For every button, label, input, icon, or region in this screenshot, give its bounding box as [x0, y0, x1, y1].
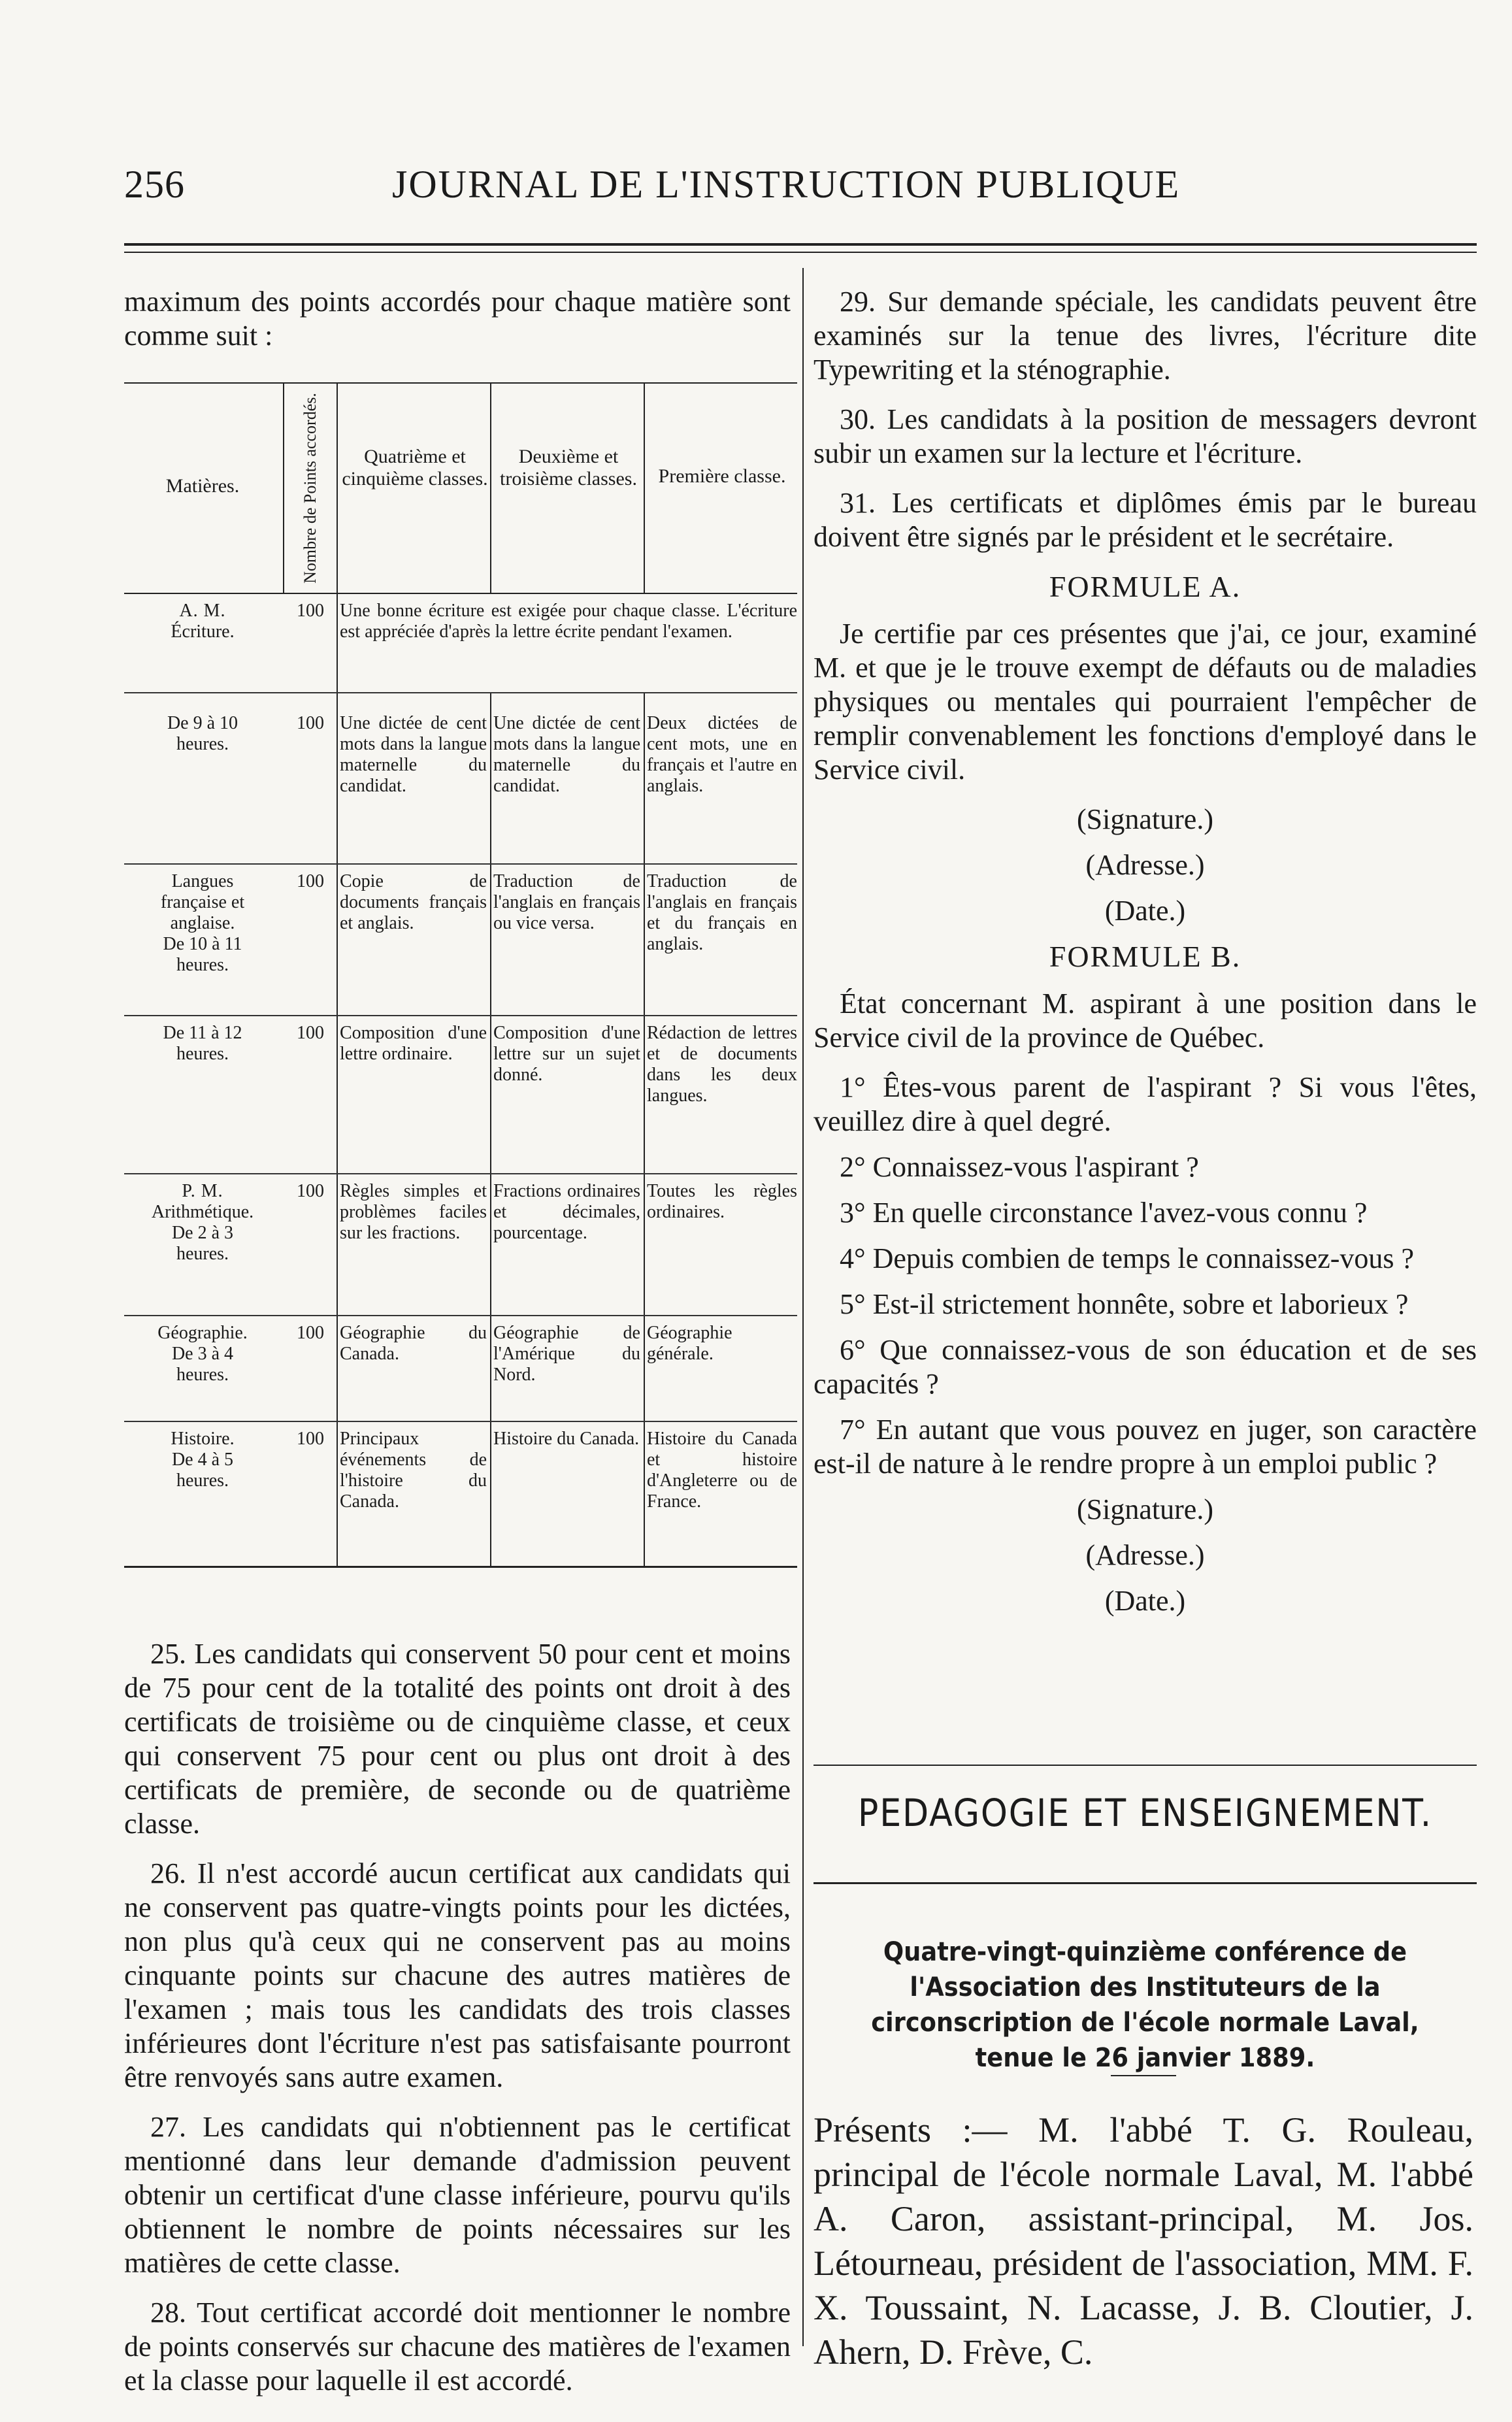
header-rule-bottom [124, 252, 1477, 253]
formule-b-etat: État concernant M. aspirant à une position dans le Service civil de la province de Québec. [814, 987, 1477, 1053]
row-points: 100 [297, 871, 324, 891]
formule-a-signature: (Signature.) [1077, 803, 1213, 835]
row-points: 100 [297, 713, 324, 733]
presents-paragraph: Présents :— M. l'abbé T. G. Rouleau, principal de l'école normale Laval, M. l'abbé A. Caron, assistant-principal, M. Jos. Létourneau, président de l'association, MM. F. X. Toussaint, N. Lacasse, J. B. Cloutier, J. Ahern, D. Frève, C. [814, 2110, 1473, 2372]
paragraph-28: 28. Tout certificat accordé doit mentionner le nombre de points conservés sur chacune des matières de l'examen et la classe pour laquelle il est accordé. [124, 2297, 791, 2397]
conference-rule [1111, 2075, 1176, 2076]
row-subject: De 9 à 10 heures. [167, 713, 238, 754]
row-points: 100 [297, 1429, 324, 1449]
header-premiere: Première classe. [658, 465, 786, 487]
conference-title: Quatre-vingt-quinzième conférence de l'Association des Instituteurs de la circonscription de l'école normale Laval, tenue le 26 janvier 1889. [871, 1937, 1419, 2073]
question-1: 1° Êtes-vous parent de l'aspirant ? Si vous l'êtes, veuillez dire à quel degré. [814, 1071, 1477, 1137]
row-premiere: Histoire du Canada et histoire d'Angleterre ou de France. [647, 1429, 797, 1512]
header-rule-top [124, 243, 1477, 246]
row-quatrieme: Règles simples et problèmes faciles sur les fractions. [340, 1181, 487, 1243]
row-subject: Histoire. De 4 à 5 heures. [171, 1429, 235, 1491]
row-subject: Géographie. De 3 à 4 heures. [157, 1323, 248, 1385]
header-matieres: Matières. [165, 475, 240, 497]
formule-a-date: (Date.) [1104, 895, 1186, 927]
section-heading: PEDAGOGIE ET ENSEIGNEMENT. [857, 1791, 1433, 1835]
formule-b-adresse: (Adresse.) [1085, 1539, 1205, 1571]
row-premiere: Toutes les règles ordinaires. [647, 1181, 797, 1222]
table-row [124, 693, 797, 865]
table-intro: maximum des points accordés pour chaque matière sont comme suit : [124, 286, 791, 352]
table-row [124, 865, 797, 1016]
left-paragraphs [124, 1637, 791, 2414]
header-quatrieme: Quatrième et cinquième classes. [342, 446, 488, 489]
question-7: 7° En autant que vous pouvez en juger, son caractère est-il de nature à le rendre propre à un emploi public ? [814, 1414, 1477, 1480]
header-nombre-points: Nombre de Points accordés. [301, 393, 320, 584]
section-rule-top [814, 1765, 1477, 1766]
paragraph-26: 26. Il n'est accordé aucun certificat aux candidats qui ne conservent pas quatre-vingts points pour les dictées, non plus qu'à ceux qui ne conservent pas au moins cinquante points sur chacune des autres matières de l'examen ; mais tous les candidats des trois classes inférieures dont l'écriture n'est pas satisfaisante pourront être renvoyés sans autre examen. [124, 1857, 791, 2093]
table-row [124, 594, 797, 693]
row-deuxieme: Histoire du Canada. [493, 1429, 640, 1449]
row-points: 100 [297, 601, 324, 621]
column-divider [802, 268, 804, 2346]
row-quatrieme: Copie de documents français et anglais. [340, 871, 487, 933]
paragraph-31: 31. Les certificats et diplômes émis par le bureau doivent être signés par le président et le secrétaire. [814, 487, 1477, 553]
right-column [814, 285, 1477, 1630]
row-points: 100 [297, 1023, 324, 1043]
row-subject: Langues française et anglaise. De 10 à 11 heures. [160, 871, 245, 975]
row-subject: A. M. Écriture. [171, 601, 235, 642]
formule-a-adresse: (Adresse.) [1085, 849, 1205, 881]
row-points: 100 [297, 1323, 324, 1343]
running-title: JOURNAL DE L'INSTRUCTION PUBLIQUE [392, 163, 1181, 206]
row-requirement: Une bonne écriture est exigée pour chaque classe. L'écriture est appréciée d'après la lettre écrite pendant l'examen. [340, 601, 797, 642]
paragraph-30: 30. Les candidats à la position de messagers devront subir un examen sur la lecture et l'écriture. [814, 403, 1477, 469]
table-row [124, 1422, 797, 1568]
row-deuxieme: Une dictée de cent mots dans la langue maternelle du candidat. [493, 713, 640, 796]
section-rule-bottom [814, 1882, 1477, 1884]
formule-b-date: (Date.) [1104, 1585, 1186, 1617]
formule-b-title: FORMULE B. [1049, 940, 1241, 973]
row-premiere: Rédaction de lettres et de documents dans les deux langues. [647, 1023, 797, 1106]
formule-b-signature: (Signature.) [1077, 1493, 1213, 1525]
row-quatrieme: Principaux événements de l'histoire du Canada. [340, 1429, 487, 1512]
table-row [124, 1174, 797, 1316]
row-subject: P. M. Arithmétique. De 2 à 3 heures. [151, 1181, 254, 1264]
formule-a-text: Je certifie par ces présentes que j'ai, ce jour, examiné M. et que je le trouve exempt de défauts ou de maladies physiques ou mentales qui pourraient l'empêcher de remplir convenablement les fonctions d'employé dans le Service civil. [814, 618, 1477, 786]
question-6: 6° Que connaissez-vous de son éducation et de ses capacités ? [814, 1334, 1477, 1400]
row-quatrieme: Géographie du Canada. [340, 1323, 487, 1364]
paragraph-27: 27. Les candidats qui n'obtiennent pas le certificat mentionné dans leur demande d'admission peuvent obtenir un certificat d'une classe inférieure, pourvu qu'ils obtiennent le nombre de points nécessaires sur les matières de cette classe. [124, 2111, 791, 2279]
left-column [124, 285, 791, 369]
row-points: 100 [297, 1181, 324, 1201]
row-subject: De 11 à 12 heures. [163, 1023, 242, 1064]
row-premiere: Deux dictées de cent mots, une en français et l'autre en anglais. [647, 713, 797, 796]
row-deuxieme: Composition d'une lettre sur un sujet donné. [493, 1023, 640, 1085]
question-2: 2° Connaissez-vous l'aspirant ? [840, 1151, 1199, 1183]
table-header [124, 382, 797, 594]
paragraph-29: 29. Sur demande spéciale, les candidats peuvent être examinés sur la tenue des livres, l'écriture dite Typewriting et la sténographie. [814, 286, 1477, 386]
row-quatrieme: Une dictée de cent mots dans la langue maternelle du candidat. [340, 713, 487, 796]
header-deuxieme: Deuxième et troisième classes. [500, 446, 637, 489]
page-number: 256 [124, 163, 185, 206]
question-5: 5° Est-il strictement honnête, sobre et laborieux ? [840, 1288, 1409, 1320]
row-premiere: Traduction de l'anglais en français et du français en anglais. [647, 871, 797, 954]
question-3: 3° En quelle circonstance l'avez-vous connu ? [840, 1197, 1368, 1229]
paragraph-25: 25. Les candidats qui conservent 50 pour cent et moins de 75 pour cent de la totalité des points ont droit à des certificats de troisième ou de cinquième classe, et ceux qui conservent 75 pour cent ou plus ont droit à des certificats de première, de seconde ou de quatrième classe. [124, 1638, 791, 1840]
table-row [124, 1016, 797, 1174]
row-deuxieme: Géographie de l'Amérique du Nord. [493, 1323, 640, 1385]
row-deuxieme: Traduction de l'anglais en français ou vice versa. [493, 871, 640, 933]
row-quatrieme: Composition d'une lettre ordinaire. [340, 1023, 487, 1064]
row-deuxieme: Fractions ordinaires et décimales, pourcentage. [493, 1181, 640, 1243]
exam-points-table [124, 382, 797, 1568]
row-premiere: Géographie générale. [647, 1323, 732, 1364]
table-row [124, 1316, 797, 1422]
question-4: 4° Depuis combien de temps le connaissez-vous ? [840, 1242, 1415, 1274]
formule-a-title: FORMULE A. [1049, 570, 1241, 603]
